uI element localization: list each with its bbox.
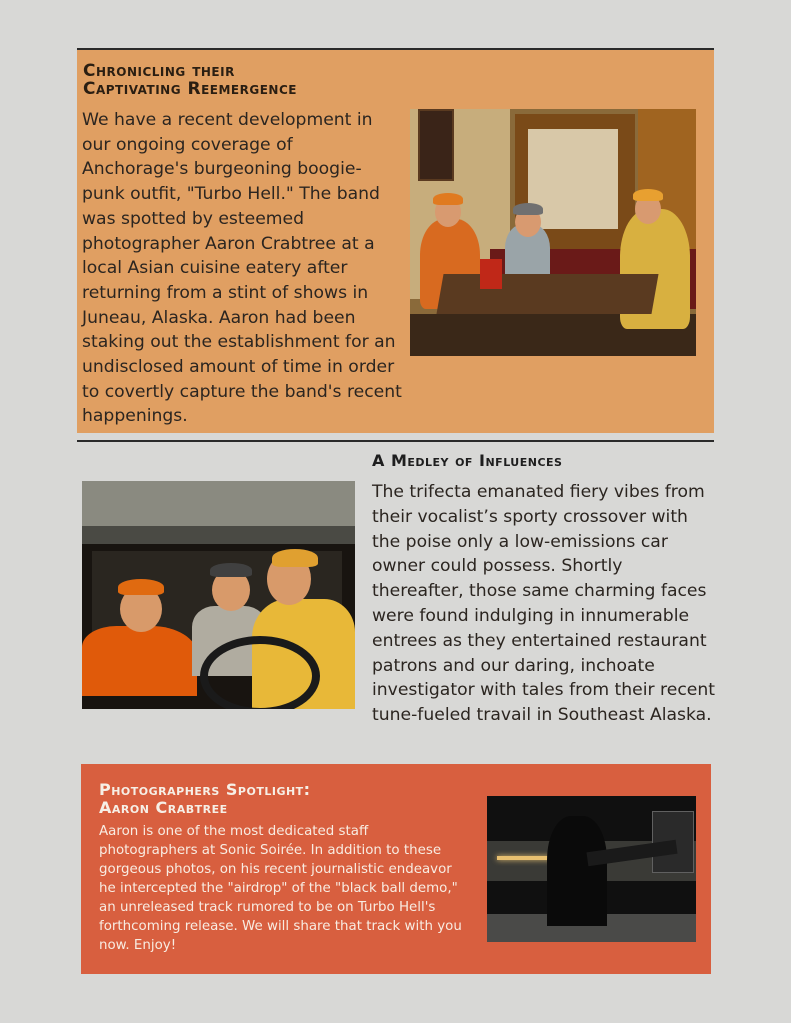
- section-body-text: We have a recent development in our ongoing coverage of Anchorage's burgeoning boogie-punk outfit, "Turbo Hell." The band was spotted by esteemed photographer Aaron Crabtree at a local Asian cuisine eatery after returning from a stint of shows in Juneau, Alaska. Aaron had been staking out the establishment for an undisclosed amount of time in order to covertly capture the band's recent happenings.: [82, 110, 402, 427]
- spotlight-body-text: Aaron is one of the most dedicated staff photographers at Sonic Soirée. In addition to these gorgeous photos, on his recent journalistic endeavor he intercepted the "airdrop" of the "black ball demo," an unreleased track rumored to be on Turbo Hell's forthcoming release. We will share that track with you now. Enjoy!: [99, 824, 462, 953]
- section-heading: Chronicling their Captivating Reemergence: [83, 61, 297, 99]
- car-band-photo: [82, 481, 355, 709]
- middle-divider: [77, 440, 714, 442]
- section-body-text: The trifecta emanated fiery vibes from their vocalist’s sporty crossover with the poise only a low-emissions car owner could possess. Shortly thereafter, those same charming faces were found indulging in innumerable entrees as they entertained restaurant patrons and our daring, inchoate investigator with tales from their recent tune-fueled travail in Southeast Alaska.: [372, 482, 715, 726]
- photographer-night-photo: [487, 796, 696, 942]
- section-heading: A Medley of Influences: [372, 451, 563, 470]
- restaurant-band-photo: [410, 109, 696, 356]
- spotlight-heading: Photographers Spotlight: Aaron Crabtree: [99, 780, 311, 817]
